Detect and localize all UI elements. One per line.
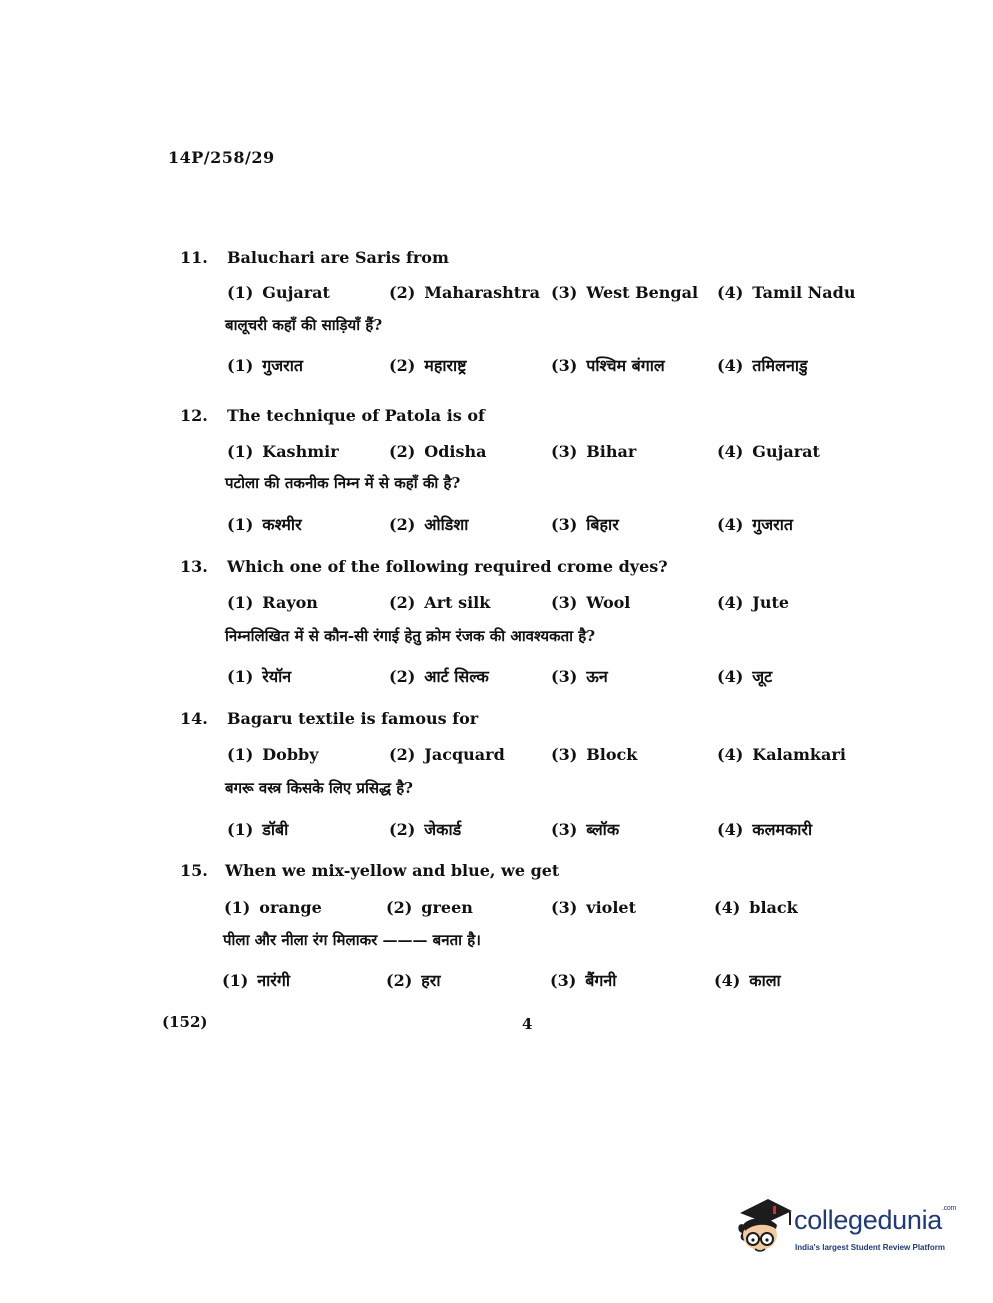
question-text: The technique of Patola is of bbox=[227, 406, 485, 425]
option-1: (1) orange bbox=[224, 898, 322, 917]
brand-tagline: India's largest Student Review Platform bbox=[795, 1243, 945, 1252]
page-number: 4 bbox=[522, 1015, 533, 1033]
option-2-hindi: (2) ओडिशा bbox=[389, 515, 469, 534]
option-4: (4) Gujarat bbox=[717, 442, 820, 461]
options-hindi bbox=[222, 969, 862, 991]
option-2: (2) Odisha bbox=[389, 442, 487, 461]
option-1-hindi: (1) डॉबी bbox=[227, 820, 289, 839]
option-1-hindi: (1) गुजरात bbox=[227, 356, 303, 375]
graduate-mascot-icon bbox=[732, 1195, 794, 1261]
option-1-hindi: (1) रेयॉन bbox=[227, 667, 292, 686]
option-4: (4) Tamil Nadu bbox=[717, 283, 856, 302]
option-2-hindi: (2) जेकार्ड bbox=[389, 820, 462, 839]
option-3-hindi: (3) ब्लॉक bbox=[551, 820, 620, 839]
option-2-hindi: (2) आर्ट सिल्क bbox=[389, 667, 489, 686]
question-text: When we mix-yellow and blue, we get bbox=[225, 861, 560, 880]
brand-logo bbox=[732, 1195, 972, 1265]
option-3: (3) Bihar bbox=[551, 442, 637, 461]
option-2: (2) Jacquard bbox=[389, 745, 505, 764]
options-hindi bbox=[227, 513, 867, 535]
option-1-hindi: (1) कश्मीर bbox=[227, 515, 302, 534]
option-4: (4) Kalamkari bbox=[717, 745, 846, 764]
brand-name: collegedunia$^{.com}$ bbox=[794, 1205, 957, 1235]
question-text: Baluchari are Saris from bbox=[227, 248, 449, 267]
option-2: (2) Maharashtra bbox=[389, 283, 540, 302]
options-hindi bbox=[227, 354, 867, 376]
option-1: (1) Rayon bbox=[227, 593, 318, 612]
option-2-hindi: (2) महाराष्ट्र bbox=[389, 356, 467, 375]
option-2-hindi: (2) हरा bbox=[386, 971, 441, 990]
question-number: 15. bbox=[180, 861, 208, 880]
options-hindi bbox=[227, 665, 867, 687]
option-3: (3) Wool bbox=[551, 593, 631, 612]
question-text-hindi: बगरू वस्त्र किसके लिए प्रसिद्ध है? bbox=[225, 779, 413, 797]
options-english bbox=[227, 442, 867, 464]
question-number: 14. bbox=[180, 709, 208, 728]
option-4-hindi: (4) तमिलनाडु bbox=[717, 356, 808, 375]
question-number: 12. bbox=[180, 406, 208, 425]
question-text: Which one of the following required crome dyes? bbox=[227, 557, 668, 576]
options-english bbox=[227, 745, 867, 767]
option-3-hindi: (3) बैंगनी bbox=[550, 971, 617, 990]
options-english bbox=[227, 283, 867, 305]
option-1: (1) Kashmir bbox=[227, 442, 339, 461]
options-hindi bbox=[227, 818, 867, 840]
option-4-hindi: (4) कलमकारी bbox=[717, 820, 813, 839]
option-4-hindi: (4) गुजरात bbox=[717, 515, 793, 534]
option-1: (1) Dobby bbox=[227, 745, 319, 764]
option-4: (4) black bbox=[714, 898, 798, 917]
question-text-hindi: पटोला की तकनीक निम्न में से कहाँ की है? bbox=[225, 474, 461, 492]
option-3: (3) violet bbox=[551, 898, 636, 917]
option-3: (3) West Bengal bbox=[551, 283, 699, 302]
question-text-hindi: पीला और नीला रंग मिलाकर ——— बनता है। bbox=[223, 931, 481, 949]
question-text: Bagaru textile is famous for bbox=[227, 709, 479, 728]
option-4-hindi: (4) काला bbox=[714, 971, 781, 990]
option-3-hindi: (3) बिहार bbox=[551, 515, 619, 534]
question-number: 11. bbox=[180, 248, 208, 267]
booklet-code: (152) bbox=[162, 1013, 208, 1031]
options-english bbox=[224, 898, 864, 920]
option-3-hindi: (3) पश्चिम बंगाल bbox=[551, 356, 665, 375]
option-3: (3) Block bbox=[551, 745, 638, 764]
option-4-hindi: (4) जूट bbox=[717, 667, 773, 686]
option-4: (4) Jute bbox=[717, 593, 790, 612]
option-2: (2) green bbox=[386, 898, 473, 917]
question-text-hindi: बालूचरी कहाँ की साड़ियाँ हैं? bbox=[225, 316, 383, 334]
options-english bbox=[227, 593, 867, 615]
option-1: (1) Gujarat bbox=[227, 283, 330, 302]
option-2: (2) Art silk bbox=[389, 593, 491, 612]
option-3-hindi: (3) ऊन bbox=[551, 667, 608, 686]
option-1-hindi: (1) नारंगी bbox=[222, 971, 291, 990]
paper-code: 14P/258/29 bbox=[168, 148, 275, 167]
question-text-hindi: निम्नलिखित में से कौन-सी रंगाई हेतु क्रोम रंजक की आवश्यकता है? bbox=[225, 627, 596, 645]
question-number: 13. bbox=[180, 557, 208, 576]
